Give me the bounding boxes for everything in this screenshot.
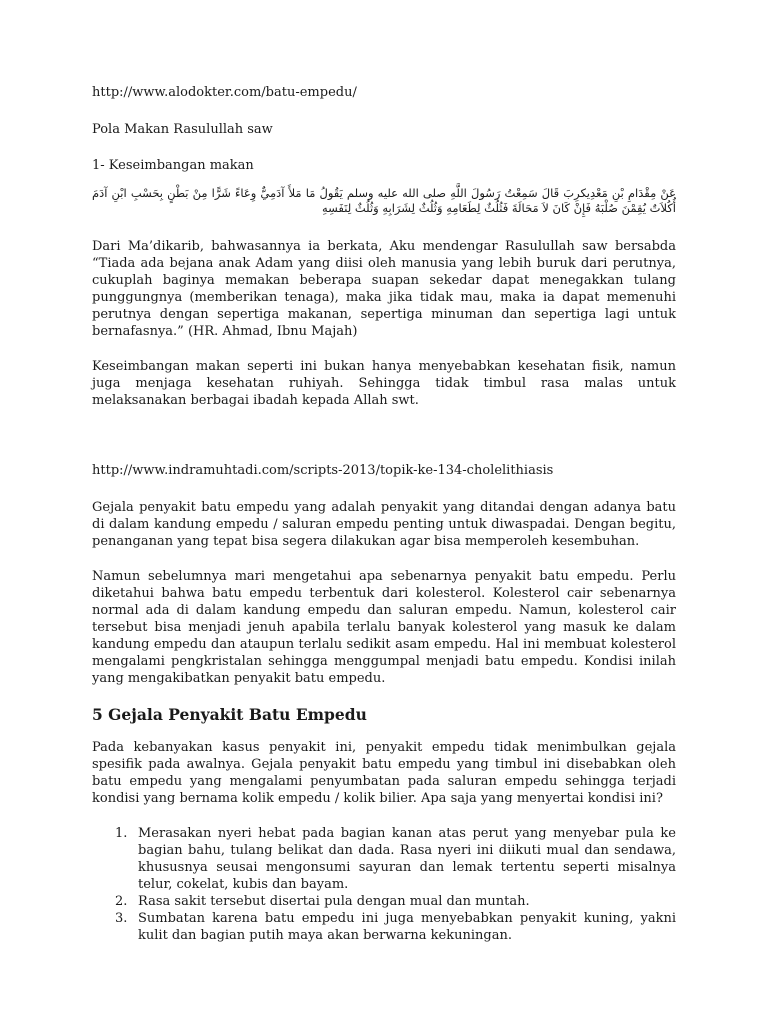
list-item-text: Sumbatan karena batu empedu ini juga menyebabkan penyakit kuning, yakni kulit dan bagian putih maya akan berwarna kekuningan.: [138, 911, 676, 943]
hadith-translation-paragraph: Dari Ma’dikarib, bahwasannya ia berkata, Aku mendengar Rasulullah saw bersabda “Tiada ada bejana anak Adam yang diisi oleh manusia yang lebih buruk dari perutnya, cukuplah baginya memakan beberapa suapan sekedar dapat menegakkan tulang punggungnya (memberikan tenaga), maka jika tidak mau, maka ia dapat memenuhi perutnya dengan sepertiga makanan, sepertiga minuman dan sepertiga lagi untuk bernafasnya.” (HR. Ahmad, Ibnu Majah): [92, 239, 676, 339]
blank-space: [92, 427, 676, 462]
gallstone-cause-paragraph: Namun sebelumnya mari mengetahui apa sebenarnya penyakit batu empedu. Perlu diketahui bahwa batu empedu terbentuk dari kolesterol. Kolesterol cair sebenarnya normal ada di dalam kandung empedu dan saluran empedu. Namun, kolesterol cair tersebut bisa menjadi jenuh apabila terlalu banyak kolesterol yang masuk ke dalam kandung empedu dan ataupun terlalu sedikit asam empedu. Hal ini membuat kolesterol mengalami pengkristalan sehingga menggumpal menjadi batu empedu. Kondisi inilah yang mengakibatkan penyakit batu empedu.: [92, 569, 676, 686]
list-item-number: 1.: [115, 826, 128, 841]
source-url-alodokter: http://www.alodokter.com/batu-empedu/: [92, 85, 357, 100]
list-item-number: 2.: [115, 894, 128, 909]
list-item-text: Rasa sakit tersebut disertai pula dengan mual dan muntah.: [138, 894, 530, 909]
arabic-hadith-text: عَنْ مِقْدَامِ بْنِ مَعْدِيكرِبَ قَالَ سَمِعْتُ رَسُولَ اللَّهِ صلى الله عليه وسلم يَقُولُ مَا مَلأَ آدَمِيٌّ وِعَاءً شَرًّا مِنْ بَطْنٍ بِحَسْبِ ابْنِ آدَمَ أُكُلاَتٌ يُقِمْنَ صُلْبَهُ فَإِنْ كَانَ لاَ مَحَالَةَ فَثُلُثٌ لِطَعَامِهِ وَثُلُثٌ لِشَرَابِهِ وَثُلُثٌ لِنَفَسِهِ: [92, 186, 676, 215]
symptoms-list: [92, 825, 676, 944]
symptoms-intro-paragraph: Pada kebanyakan kasus penyakit ini, penyakit empedu tidak menimbulkan gejala spesifik pada awalnya. Gejala penyakit batu empedu yang timbul ini disebabkan oleh batu empedu yang mengalami penyumbatan pada saluran empedu sehingga terjadi kondisi yang bernama kolik empedu / kolik bilier. Apa saja yang menyertai kondisi ini?: [92, 740, 676, 806]
list-item-text: Merasakan nyeri hebat pada bagian kanan atas perut yang menyebar pula ke bagian bahu, tulang belikat dan dada. Rasa nyeri ini diikuti mual dan sendawa, khususnya seusai mengonsumi sayuran dan lemak tertentu seperti misalnya telur, cokelat, kubis dan bayam.: [138, 826, 676, 892]
list-item-number: 3.: [115, 911, 128, 926]
section-title: Pola Makan Rasulullah saw: [92, 122, 273, 137]
section-subtitle: 1- Keseimbangan makan: [92, 158, 254, 173]
list-item: [92, 910, 676, 944]
source-url-indramuhtadi: http://www.indramuhtadi.com/scripts-2013/topik-ke-134-cholelithiasis: [92, 463, 554, 478]
list-item: [92, 825, 676, 893]
list-item: [92, 893, 676, 910]
gallstone-intro-paragraph: Gejala penyakit batu empedu yang adalah penyakit yang ditandai dengan adanya batu di dalam kandung empedu / saluran empedu penting untuk diwaspadai. Dengan begitu, penanganan yang tepat bisa segera dilakukan agar bisa memperoleh kesembuhan.: [92, 500, 676, 549]
symptoms-heading: 5 Gejala Penyakit Batu Empedu: [92, 705, 367, 724]
balance-explanation-paragraph: Keseimbangan makan seperti ini bukan hanya menyebabkan kesehatan fisik, namun juga menjaga kesehatan ruhiyah. Sehingga tidak timbul rasa malas untuk melaksanakan berbagai ibadah kepada Allah swt.: [92, 359, 676, 408]
